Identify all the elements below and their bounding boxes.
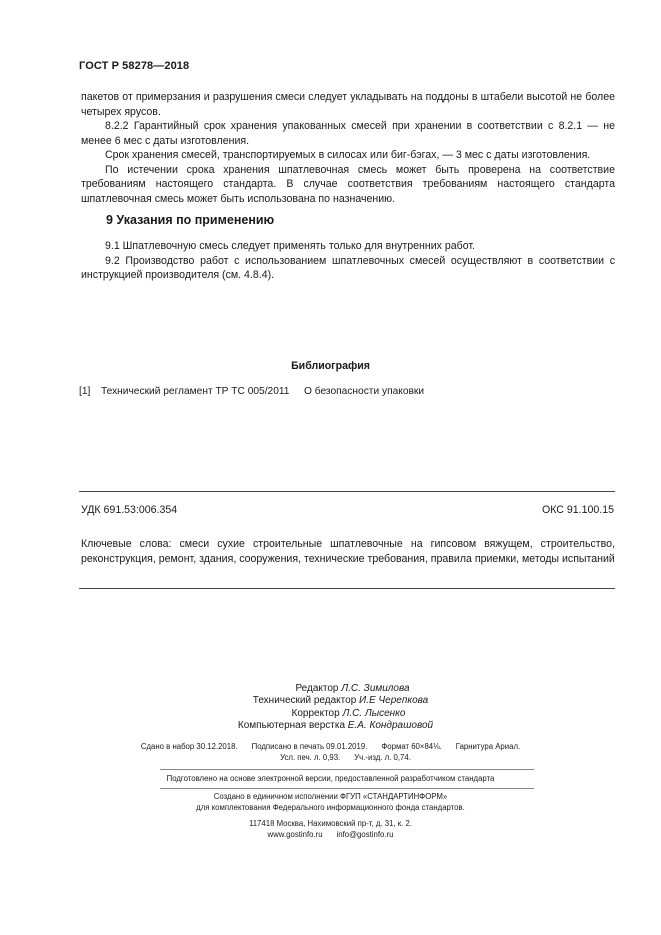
- prepared-text: Подготовлено на основе электронной версии, предоставленной разработчиком стандарта: [166, 774, 495, 783]
- bibliography-title: Библиография: [291, 360, 370, 372]
- section8-continuation: [81, 90, 615, 206]
- website-link[interactable]: www.gostinfo.ru: [267, 829, 323, 839]
- paragraph: Срок хранения смесей, транспортируемых в силосах или биг-бэгах, — 3 мес с даты изготовления.: [105, 149, 591, 161]
- credit-label: Корректор: [291, 707, 340, 719]
- credit-name: Л.С. Лысенко: [342, 707, 406, 719]
- standard-number-header: ГОСТ Р 58278—2018: [79, 60, 190, 72]
- created-text: Создано в единичном исполнении ФГУП «СТАНДАРТИНФОРМ»: [213, 792, 448, 801]
- publication-details: [0, 742, 661, 763]
- section-heading: 9 Указания по применению: [106, 213, 275, 227]
- section9-body: [81, 239, 615, 283]
- credit-label: Редактор: [295, 683, 339, 694]
- pub-format: Формат 60×84⅛.: [381, 742, 442, 751]
- paragraph: 9.2 Производство работ с использованием шпатлевочных смесей осуществляют в соответствии с инструкцией производителя (см. 4.8.4).: [81, 254, 615, 281]
- address-text: 117418 Москва, Нахимовский пр-т, д. 31, к. 2.: [248, 819, 413, 828]
- udk-code: УДК 691.53:006.354: [81, 504, 178, 516]
- paragraph: 8.2.2 Гарантийный срок хранения упакованных смесей при хранении в соответствии с 8.2.1 — не менее 6 мес с даты изготовления.: [81, 120, 615, 147]
- email-link[interactable]: info@gostinfo.ru: [336, 829, 394, 839]
- keywords: Ключевые слова: смеси сухие строительные шпатлевочные на гипсовом вяжущем, строительство, реконструкция, ремонт, здания, сооружения, технические требования, правила приемки, методы испытаний: [81, 538, 615, 565]
- divider: [160, 769, 534, 770]
- paragraph: пакетов от примерзания и разрушения смеси следует укладывать на поддоны в штабели высотой не более четырех ярусов.: [81, 91, 615, 118]
- prepared-note: [0, 774, 661, 785]
- credit-name: Л.С. Зимилова: [341, 683, 410, 694]
- pub-sent: Сдано в набор 30.12.2018.: [140, 742, 238, 751]
- publisher-info: [0, 792, 661, 840]
- bibliography-item-number: [1]: [79, 386, 91, 397]
- divider: [79, 588, 615, 589]
- pub-sheets: Усл. печ. л. 0,93.: [280, 752, 341, 762]
- pub-signed: Подписано в печать 09.01.2019.: [251, 742, 368, 751]
- editorial-credits: [0, 683, 661, 732]
- paragraph: 9.1 Шпатлевочную смесь следует применять только для внутренних работ.: [105, 240, 475, 252]
- paragraph: По истечении срока хранения шпатлевочная смесь может быть проверена на соответствие требованиям настоящего стандарта. В случае соответствия требованиям настоящего стандарта шпатлевочная смесь может быть использована по назначению.: [81, 163, 615, 205]
- bibliography-item-document: Технический регламент ТР ТС 005/2011: [101, 386, 290, 397]
- purpose-text: для комплектования Федерального информационного фонда стандартов.: [196, 802, 465, 812]
- divider: [160, 788, 534, 789]
- oks-code: ОКС 91.100.15: [541, 504, 614, 516]
- credit-label: Технический редактор: [252, 695, 357, 707]
- credit-label: Компьютерная верстка: [237, 719, 346, 731]
- credit-name: И.Е Черепкова: [359, 695, 429, 707]
- pub-font: Гарнитура Ариал.: [455, 742, 521, 751]
- pub-edsheets: Уч.-изд. л. 0,74.: [354, 752, 411, 762]
- credit-name: Е.А. Кондрашовой: [347, 719, 434, 731]
- divider: [79, 491, 615, 492]
- bibliography-item-title: О безопасности упаковки: [304, 386, 425, 397]
